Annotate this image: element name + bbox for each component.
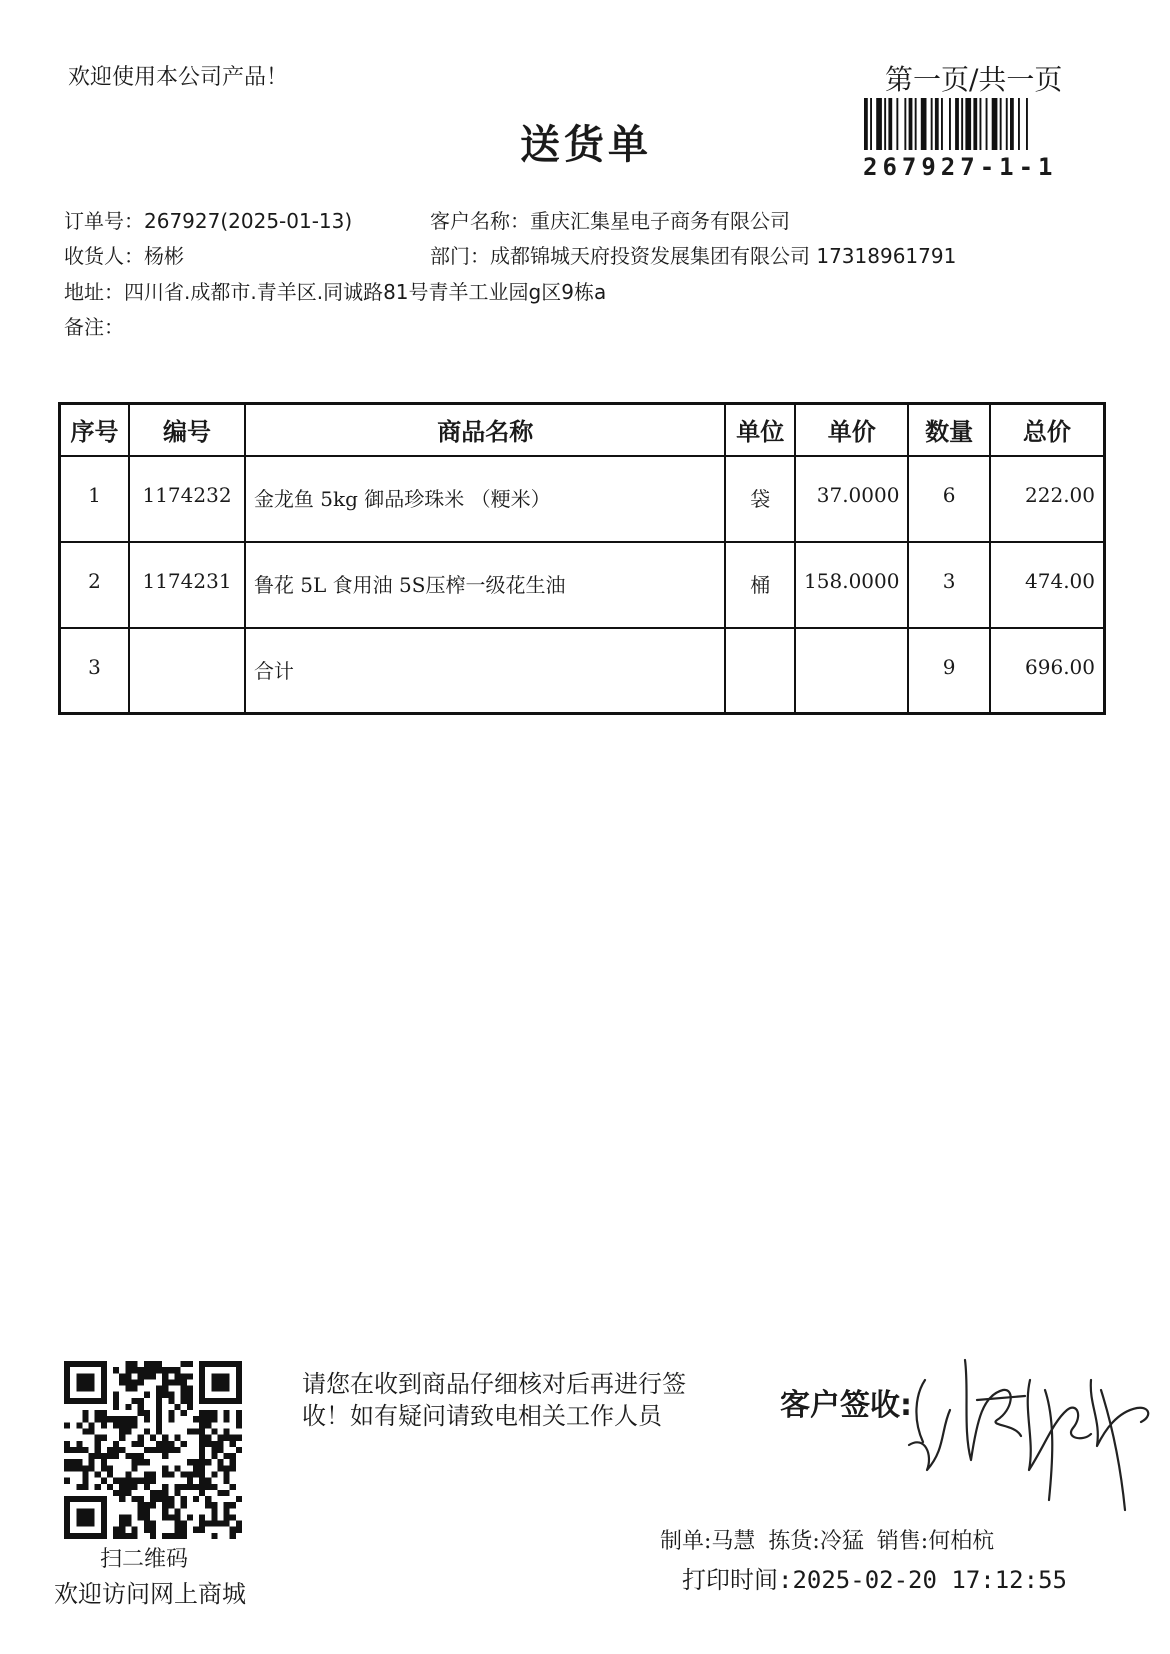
receiver: 收货人：杨彬 bbox=[64, 244, 184, 268]
cell-total-quantity: 9 bbox=[908, 628, 989, 714]
cell-code: 1174232 bbox=[129, 456, 245, 542]
header-unit-price: 单价 bbox=[795, 404, 908, 456]
header-seq: 序号 bbox=[60, 404, 130, 456]
table-header-row bbox=[60, 404, 1105, 456]
handwritten-signature bbox=[905, 1350, 1155, 1520]
cell-unit: 桶 bbox=[725, 542, 795, 628]
cell-seq: 1 bbox=[60, 456, 130, 542]
header-unit: 单位 bbox=[725, 404, 795, 456]
cell-unit bbox=[725, 628, 795, 714]
qr-caption-scan: 扫二维码 bbox=[100, 1547, 189, 1572]
remark: 备注： bbox=[64, 315, 124, 339]
cell-code bbox=[129, 628, 245, 714]
welcome-text: 欢迎使用本公司产品！ bbox=[68, 65, 289, 90]
cell-code: 1174231 bbox=[129, 542, 245, 628]
cell-grand-total: 696.00 bbox=[990, 628, 1105, 714]
address: 地址：四川省.成都市.青羊区.同诚路81号青羊工业园g区9栋a bbox=[64, 280, 607, 304]
cell-product-name: 鲁花 5L 食用油 5S压榨一级花生油 bbox=[245, 542, 726, 628]
cell-seq: 3 bbox=[60, 628, 130, 714]
header-product-name: 商品名称 bbox=[245, 404, 726, 456]
staff-info: 制单:马慧 拣货:冷猛 销售:何柏杭 bbox=[660, 1529, 995, 1554]
items-table bbox=[58, 402, 1106, 715]
qr-code-image bbox=[64, 1361, 242, 1539]
customer-sign-label: 客户签收: bbox=[780, 1388, 912, 1423]
barcode-number: 267927-1-1 bbox=[863, 153, 1058, 181]
table-row-total bbox=[60, 628, 1105, 714]
header-quantity: 数量 bbox=[908, 404, 989, 456]
table-row bbox=[60, 456, 1105, 542]
cell-seq: 2 bbox=[60, 542, 130, 628]
cell-quantity: 6 bbox=[908, 456, 989, 542]
receipt-notice: 请您在收到商品仔细核对后再进行签收！如有疑问请致电相关工作人员 bbox=[302, 1370, 686, 1430]
cell-total-label: 合计 bbox=[245, 628, 726, 714]
cell-unit-price: 37.0000 bbox=[795, 456, 908, 542]
order-number: 订单号：267927(2025-01-13) bbox=[64, 209, 353, 233]
cell-unit-price bbox=[795, 628, 908, 714]
barcode-image bbox=[864, 98, 1072, 150]
print-time: 打印时间:2025-02-20 17:12:55 bbox=[682, 1566, 1067, 1594]
cell-total: 474.00 bbox=[990, 542, 1105, 628]
qr-caption-mall: 欢迎访问网上商城 bbox=[54, 1580, 246, 1608]
cell-unit: 袋 bbox=[725, 456, 795, 542]
cell-product-name: 金龙鱼 5kg 御品珍珠米 （粳米） bbox=[245, 456, 726, 542]
header-total: 总价 bbox=[990, 404, 1105, 456]
header-code: 编号 bbox=[129, 404, 245, 456]
department: 部门：成都锦城天府投资发展集团有限公司 17318961791 bbox=[430, 244, 957, 268]
customer-name: 客户名称：重庆汇集星电子商务有限公司 bbox=[430, 209, 790, 233]
document-title: 送货单 bbox=[520, 122, 652, 168]
cell-total: 222.00 bbox=[990, 456, 1105, 542]
table-row bbox=[60, 542, 1105, 628]
cell-unit-price: 158.0000 bbox=[795, 542, 908, 628]
page-indicator: 第一页/共一页 bbox=[885, 63, 1063, 96]
cell-quantity: 3 bbox=[908, 542, 989, 628]
